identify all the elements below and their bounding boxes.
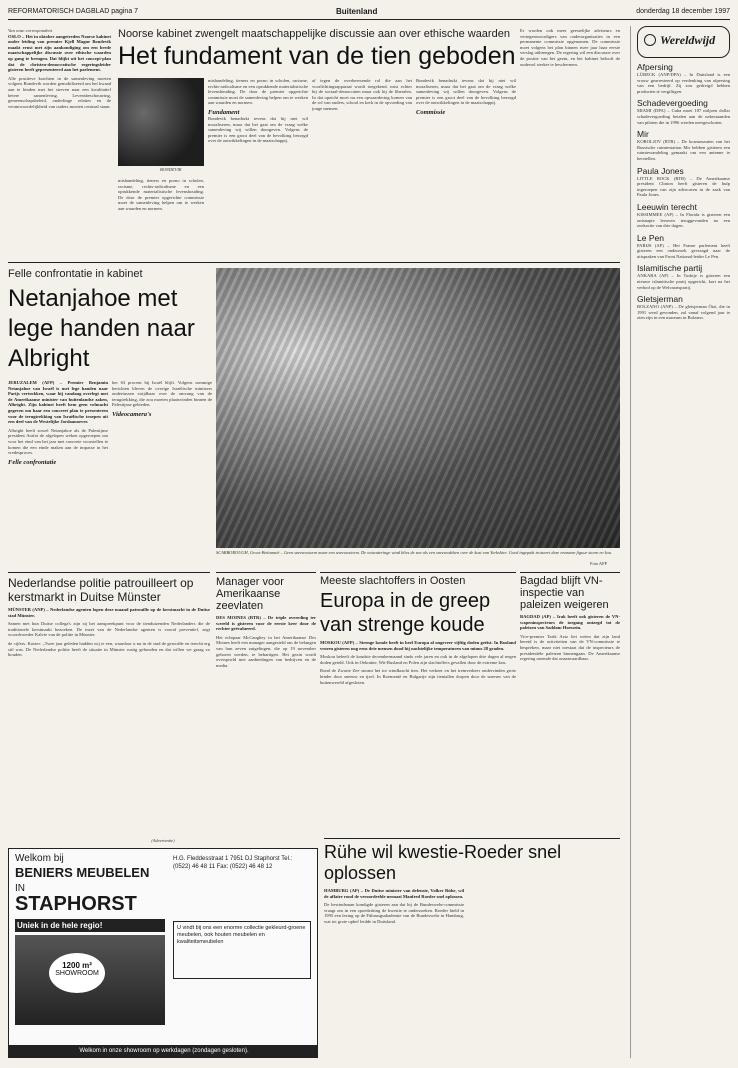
netanyahu-body-col1: Albright heeft zowel Netanjahoe als de Palestijnse president Arafat de afgelopen weken opgeroepen om voor het eind van het jaar met concrete voorstellen te komen die een einde maken aan de impasse in het vredesproces.	[8, 427, 108, 456]
divider	[8, 262, 620, 263]
wereldwijd-banner	[637, 26, 730, 58]
top-body-col2: mishandeling, tieners en porno in scholen, racisme, rechts-radicalisme en een oprukkende materialistische levenshouding. De door de premier opgerichte commissie moet de samenleving helpen om te werken aan waarden en normen.	[208, 78, 308, 106]
top-article-intro	[8, 28, 111, 258]
top-col2	[208, 78, 308, 258]
ad-showroom-size: 1200 m²	[62, 961, 92, 970]
ad-features: U vindt bij ons een enorme collectie gekleurd-groene meubelen, ook houten meubelen en kwaliteitsmeubelen	[173, 921, 311, 979]
ad-label: (Advertentie)	[151, 838, 175, 843]
wereldwijd-item-text: LÜBECK (ANP/DPA) – In Duitsland is een vrouw gearresteerd op verdenking van afpersing van een bedrijf. Zij zou gedreigd hebben producten te vergiftigen.	[637, 72, 730, 94]
section-title: Buitenland	[336, 7, 378, 16]
wereldwijd-item-text: KOROLJOV (RTR) – De kosmonauten van het Russische ruimtestation Mir hebben gisteren een ruimtewandeling gemaakt om een antenne te herstellen.	[637, 139, 730, 161]
politie-body-col2: de cijfers. Kotzer: „Twee jaar geleden hadden wij te een, waardoor u nu in de stad de geroofde en terecht erg stil was. De Nederlandse politie heeft de situatie in Münster rustig gehouden en dat willen we graag zo houden.	[8, 640, 210, 658]
top-col4	[416, 78, 516, 258]
bagdad-headline: Bagdad blijft VN-inspectie van paleizen weigeren	[520, 575, 609, 611]
netanyahu-body-col2: her 63 procent bij Israël blijft. Volgens sommige berichten bleven de overige Israëlische ministers ondertussen strijdbaar over de omvang van de terugtrekking, die zou moeten plaatsvinden binnen de Palestijnse gebieden.	[112, 380, 212, 408]
issue-date: donderdag 18 december 1997	[636, 8, 730, 15]
netanyahu-headline: Netanjahoe met lege handen naar Albright	[8, 285, 195, 372]
top-col2a	[118, 178, 204, 258]
manager-article	[216, 572, 316, 832]
top-body-col4: Bondevik benadrukt tevens dat hij niet wil moraliseren, maar dat het gaat om de vraag welke samenleving wij willen doorgeven. Volgens de premier is een groot deel van de bevolking bezorgd over de ontwikkelingen in de maatschappij.	[416, 78, 516, 106]
wereldwijd-title: Wereldwijd	[660, 33, 716, 47]
wereldwijd-item-text: KISSIMMEE (AP) – In Florida is gisteren een ontsnapte leeuwin teruggevonden na een zoekactie van drie dagen.	[637, 211, 730, 229]
bagdad-body: Vice-premier Tarik Aziz liet weten dat zijn land bereid is de activiteiten van de VN-commissie te bespreken, maar niet toestaat dat de inspecteurs de presidentiële paleizen binnengaan. De Amerikaanse regering noemde dat onaanvaardbaar.	[520, 633, 620, 662]
ad-tagline: Uniek in de hele regio!	[15, 919, 165, 932]
wereldwijd-item-text: BOLZANO (ANP) – De gletsjerman Ötzi, die in 1991 werd gevonden, zal vanaf volgend jaar te zien zijn in een museum in Bolzano.	[637, 304, 730, 321]
bagdad-article	[520, 572, 620, 832]
page-header	[8, 6, 730, 20]
oosten-headline: Europa in de greep van strenge koude	[320, 590, 491, 636]
manager-lead: DES MOINES (RTR) – De triple overeding ter wereld is gisteren voor de eerste keer door de rechter geëvalueerd.	[216, 615, 316, 632]
top-body-col5: Er worden ook meer geestelijke adviseurs en vertegenwoordigers van ouderorganisaties in een permanente commissie opgenomen. De commissie moet volgens het plan binnen twee jaar haar eerste verslag uitbrengen. De regering wil een discussie over de positie van het gezin, en het kabinet belooft de ouderrol sterker te beschermen.	[520, 28, 620, 67]
top-body-col2a: mishandeling, tieners en porno in scholen, racisme, rechts-radicalisme en een oprukkende materialistische levenshouding. De door de premier opgerichte commissie moet de samenleving helpen om te werken aan waarden en normen.	[118, 178, 204, 211]
oosten-body-col2: Rond de Zwarte Zee stormt het tot windkracht tien. Het verkeer en het treinverkeer ondervinden grote hinder door sneeuw en ijzel. In Roemenië en Bulgarije zijn tientallen dorpen door de sneeuw van de buitenwereld afgesloten.	[320, 668, 516, 685]
wereldwijd-item-text: PARIJS (AP) – Het Franse parlement heeft gisteren een onderzoek gevraagd naar de uitspraken van Front National-leider Le Pen.	[637, 242, 730, 259]
wereldwijd-item-heading: Afpersing	[637, 62, 673, 72]
politie-article	[8, 572, 210, 832]
bagdad-lead: BAGDAD (AP) – Irak heeft ook gisteren de VN-wapeninspecteurs de toegang ontzegd tot de paleizen van Saddam Hoessein.	[520, 614, 620, 631]
oosten-lead: MOSKOU (AFP) – Strenge koude heeft in heel Europa al ongeveer vijftig doden geëist. In Rusland vroren gisteren nog eens drie mensen dood bij nachtelijke temperaturen van minus 28 graden.	[320, 640, 516, 651]
subhead-commissie: Commissie	[416, 108, 446, 116]
snowstorm-photo	[216, 268, 620, 548]
oosten-kicker: Meeste slachtoffers in Oosten	[320, 575, 466, 587]
manager-body: Het echtpaar McCaughey in het Amerikaanse Des Moines heeft een manager aangesteld om de belangen van hun zeven zuigelingen, die op 19 november geboren werden, te behartigen. Het gezin wordt overspoeld met aanbiedingen van bedrijven en de media.	[216, 634, 316, 668]
ruhe-body: De bewindsman kondigde gisteren aan dat hij de Bundeswehr-commissie vraagt om in een spoedzitting de kwestie te onderzoeken. Roeder hield in 1995 een lezing op de Führungsakademie van de Bundeswehr in Hamburg, wat tot grote ophef leidde in Duitsland.	[324, 902, 464, 924]
wereldwijd-item-heading: Schadevergoeding	[637, 98, 708, 109]
politie-body-col1: Samen met hun Duitse collega's zijn zij het aanspreekpunt voor de tienduizenden Nederlanders die de traditionele kerstmarkt bezoeken. De inzet van de Nederlandse agenten is vooral preventief, zegt woordvoerder Kalvie van de politie in Münster.	[8, 621, 210, 638]
subhead-fundament: Fundament	[208, 108, 240, 116]
top-kicker: Noorse kabinet zwengelt maatschappelijke discussie aan over ethische waarden	[118, 28, 510, 40]
wereldwijd-item-heading: Le Pen	[637, 232, 664, 243]
politie-lead: MÜNSTER (ANP) – Nederlandse agenten lopen deze maand patrouille op de kerstmarkt in de Duitse stad Münster.	[8, 607, 210, 618]
politie-headline: Nederlandse politie patrouilleert op kerstmarkt in Duitse Münster	[8, 576, 194, 604]
wereldwijd-item-heading: Islamitische partij	[637, 263, 703, 274]
subhead-felle: Felle confrontatie	[8, 458, 57, 466]
wereldwijd-item-heading: Paula Jones	[637, 165, 684, 176]
top-col3	[312, 78, 412, 258]
netanyahu-col1	[8, 380, 108, 560]
ad-showroom-badge	[49, 953, 105, 993]
ad-welcome: Welkom bij	[15, 853, 64, 864]
bondevik-photo	[118, 78, 204, 166]
wereldwijd-item-text: MIAMI (DPA) – Cuba moet 187 miljoen dollar schadevergoeding betalen aan de nabestaanden van piloten die in 1996 werden neergeschoten.	[637, 108, 730, 125]
oosten-body-col1: Moskou beleeft de koudste decembermaand sinds vele jaren en ook in de afgelopen drie dagen al negen doden geteld. Ook in Oekraïne, Wit-Rusland en Polen zijn slachtoffers gevallen door de extreme kou.	[320, 654, 516, 665]
top-col5	[520, 28, 620, 258]
snowstorm-caption: SCARBOROUGH, Groot-Brittannië – Geen sneeuwstorm maar een sneeuwstorm. De ontwateringe wind blies de sne als een sneeuwdeken over de kust van Yorkshire. Goed ingepakt trotseert deze eenzame figuur storm en kou.	[216, 550, 613, 555]
manager-headline: Manager voor Amerikaanse zeevlaten	[216, 576, 284, 612]
ruhe-lead: HAMBURG (AP) – De Duitse minister van defensie, Volker Rühe, wil de affaire rond de veroordeelde neonazi Manfred Roeder snel oplossen.	[324, 888, 464, 899]
ad-address: H.G. Fleddesstraat 1 7951 DJ Staphorst Tel.: (0522) 46 48 11 Fax: (0522) 46 48 12	[173, 856, 293, 870]
wereldwijd-sidebar	[630, 26, 730, 1058]
top-body-col1: Alle positieve krachten in de samenleving moeten volgens Bondevik worden gemobiliseerd om het kwaad aan te binden met het streven naar een kwalitatief betere samenleving. Levensbeschouwing, gemeenschapsbeleid, onderlinge relaties en de verantwoordelijkheid van ouders moeten centraal staan.	[8, 75, 111, 109]
top-body-col3: af tegen de overheersende rol die aan het voorlichtingsapparaat wordt toegekend, mist echter bij de sociaal-democraten maar ook bij de liberalen. In dat opzicht moet nu een opwaardering komen van de rol van ouders, school en kerk in de opvoeding van jonge mensen.	[312, 78, 412, 111]
wereldwijd-item-heading: Gletsjerman	[637, 294, 683, 305]
photo-credit: Foto AFP	[590, 561, 607, 566]
subhead-videocameras: Videocamera's	[112, 410, 152, 418]
byline: Van onze correspondent	[8, 28, 52, 33]
advertisement	[8, 848, 318, 1058]
wereldwijd-item-text: ANKARA (AP) – In Turkije is gisteren een nieuwe islamitische partij opgericht, kort na het verbod op de Welvaartspartij.	[637, 273, 730, 290]
wereldwijd-item-text: LITTLE ROCK (RTR) – De Amerikaanse president Clinton heeft gisteren de hulp ingeroepen van zijn advocaten in de zaak van Paula Jones.	[637, 175, 730, 198]
top-headline: Het fundament van de tien geboden	[118, 42, 516, 70]
oosten-article	[320, 572, 516, 832]
paper-name: REFORMATORISCH DAGBLAD pagina 7	[8, 8, 139, 15]
wereldwijd-item-heading: Leeuwin terecht	[637, 201, 698, 212]
ruhe-headline: Rühe wil kwestie-Roeder snel oplossen	[324, 842, 562, 883]
ad-town: STAPHORST	[15, 893, 137, 915]
netanyahu-kicker: Felle confrontatie in kabinet	[8, 268, 143, 280]
ruhe-article	[324, 838, 620, 1058]
globe-icon	[644, 34, 656, 46]
photo-caption: BONDEVIK	[160, 167, 182, 172]
netanyahu-lead: JERUZALEM (AFP) – Premier Benjamin Netanjahoe van Israël is met lege handen naar Parijs vertrokken, waar hij vandaag overlegt met de Amerikaanse minister van buitenlandse zaken, Albright. Zijn kabinet heeft hem geen volmacht gegeven om haar een concreet plan te presenteren voor de terugtrekking van Israëlische troepen uit een deel van de Westelijke Jordaanoever.	[8, 380, 108, 425]
ad-in: IN	[15, 883, 25, 894]
ad-footer: Welkom in onze showroom op werkdagen (zondagen gesloten).	[9, 1045, 318, 1057]
netanyahu-col2	[112, 380, 212, 560]
top-lead: OSLO – Het in oktober aangetreden Noorse kabinet onder leiding van premier Kjell Magne Bondevik maakt ernst met zijn aankondiging om een brede maatschappelijke discussie over ethische waarden op gang te brengen. Dat blijkt uit het concept-plan dat de christen-democratische regeringsleider gisteren heeft gepresenteerd aan het parlement.	[8, 33, 111, 73]
wereldwijd-items	[637, 62, 730, 321]
top-body-col2b: Bondevik benadrukt tevens dat hij niet wil moraliseren, maar dat het gaat om de vraag welke samenleving wij willen doorgeven. Volgens de premier is een groot deel van de bevolking bezorgd over de ontwikkelingen in de maatschappij.	[208, 115, 308, 144]
ad-brand: BENIERS MEUBELEN	[15, 865, 150, 880]
ad-showroom-label: SHOWROOM	[55, 970, 99, 977]
wereldwijd-item-heading: Mir	[637, 129, 649, 140]
